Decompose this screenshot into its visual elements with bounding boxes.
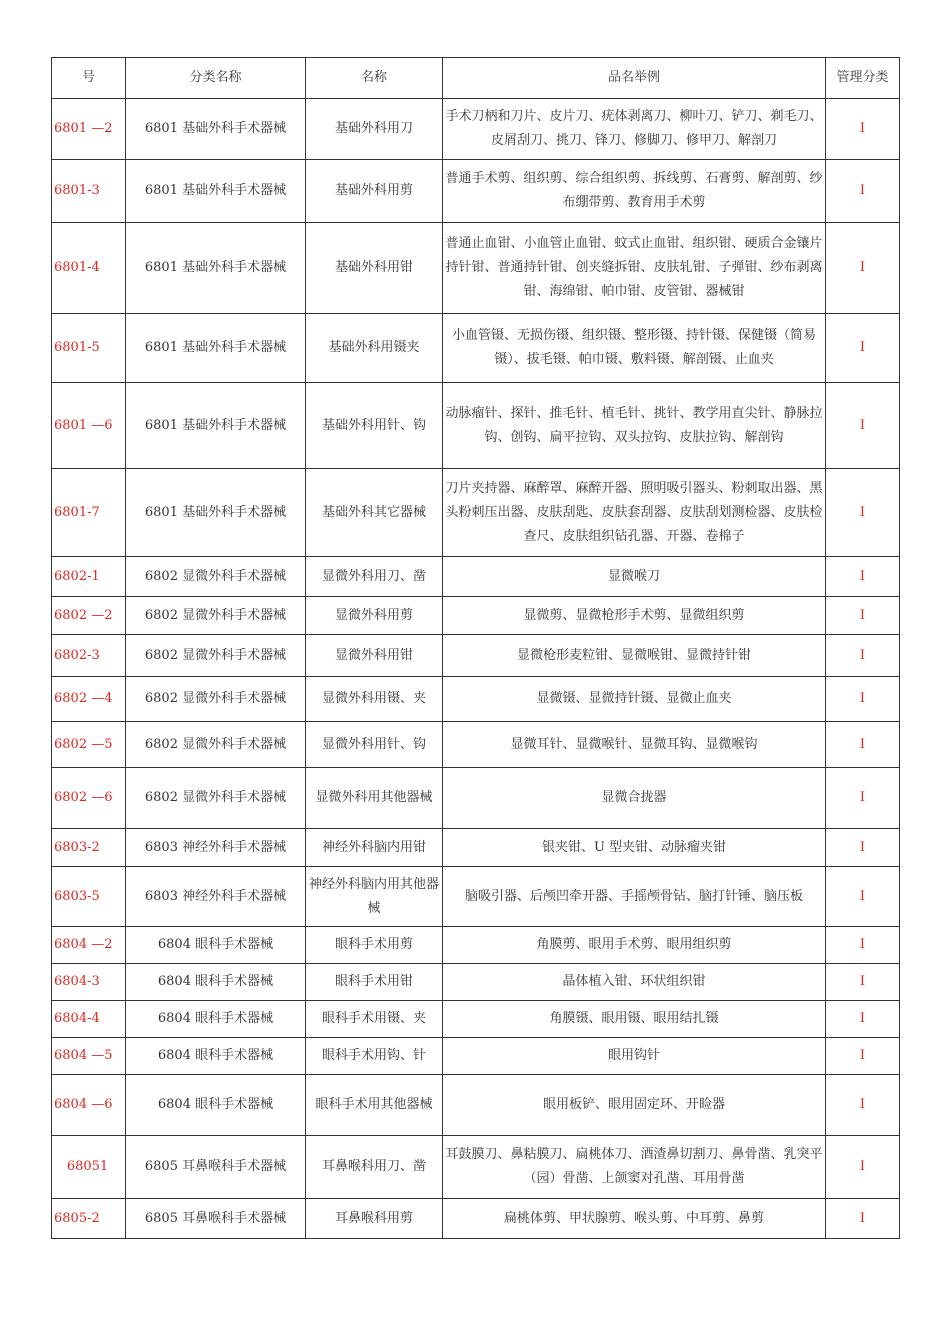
row-name: 基础外科用刀 bbox=[306, 99, 443, 160]
row-category: 6802 显微外科手术器械 bbox=[126, 597, 306, 635]
row-category: 6803 神经外科手术器械 bbox=[126, 829, 306, 867]
table-row bbox=[52, 1136, 900, 1199]
row-management: I bbox=[826, 314, 900, 383]
row-name: 显微外科用剪 bbox=[306, 597, 443, 635]
row-management: I bbox=[826, 1136, 900, 1199]
row-name: 显微外科用镊、夹 bbox=[306, 677, 443, 722]
row-management: I bbox=[826, 829, 900, 867]
row-examples: 手术刀柄和刀片、皮片刀、疣体剥离刀、柳叶刀、铲刀、剃毛刀、皮屑刮刀、挑刀、锋刀、修脚刀、修甲刀、解剖刀 bbox=[443, 99, 826, 160]
table-row bbox=[52, 1001, 900, 1038]
row-category: 6802 显微外科手术器械 bbox=[126, 722, 306, 768]
row-name: 眼科手术用钩、针 bbox=[306, 1038, 443, 1075]
row-examples: 显微耳针、显微喉针、显微耳钩、显微喉钩 bbox=[443, 722, 826, 768]
row-examples: 动脉瘤针、探针、推毛针、植毛针、挑针、教学用直尖针、静脉拉钩、创钩、扁平拉钩、双头拉钩、皮肤拉钩、解剖钩 bbox=[443, 383, 826, 469]
row-category: 6804 眼科手术器械 bbox=[126, 1075, 306, 1136]
row-examples: 晶体植入钳、环状组织钳 bbox=[443, 964, 826, 1001]
row-name: 基础外科用镊夹 bbox=[306, 314, 443, 383]
row-management: I bbox=[826, 677, 900, 722]
row-code: 6804 —6 bbox=[52, 1075, 126, 1136]
row-management: I bbox=[826, 99, 900, 160]
table-row bbox=[52, 635, 900, 677]
table-row bbox=[52, 160, 900, 223]
row-category: 6805 耳鼻喉科手术器械 bbox=[126, 1136, 306, 1199]
row-code: 6801 —2 bbox=[52, 99, 126, 160]
row-name: 基础外科用针、钩 bbox=[306, 383, 443, 469]
table-row bbox=[52, 223, 900, 314]
row-examples: 角膜剪、眼用手术剪、眼用组织剪 bbox=[443, 927, 826, 964]
table-row bbox=[52, 383, 900, 469]
row-name: 显微外科用针、钩 bbox=[306, 722, 443, 768]
row-examples: 眼用板铲、眼用固定环、开睑器 bbox=[443, 1075, 826, 1136]
row-category: 6802 显微外科手术器械 bbox=[126, 635, 306, 677]
row-management: I bbox=[826, 1199, 900, 1239]
row-category: 6805 耳鼻喉科手术器械 bbox=[126, 1199, 306, 1239]
row-name: 神经外科脑内用钳 bbox=[306, 829, 443, 867]
row-management: I bbox=[826, 867, 900, 927]
row-category: 6803 神经外科手术器械 bbox=[126, 867, 306, 927]
row-management: I bbox=[826, 223, 900, 314]
row-name: 眼科手术用其他器械 bbox=[306, 1075, 443, 1136]
header-examples: 品名举例 bbox=[443, 58, 826, 99]
row-name: 显微外科用其他器械 bbox=[306, 768, 443, 829]
row-examples: 普通止血钳、小血管止血钳、蚊式止血钳、组织钳、硬质合金镶片持针钳、普通持针钳、创夹缝拆钳、皮肤轧钳、子弹钳、纱布剥离钳、海绵钳、帕巾钳、皮管钳、器械钳 bbox=[443, 223, 826, 314]
header-management: 管理分类 bbox=[826, 58, 900, 99]
row-code: 6801-4 bbox=[52, 223, 126, 314]
row-code: 6804-3 bbox=[52, 964, 126, 1001]
table-row bbox=[52, 557, 900, 597]
row-code: 6805-2 bbox=[52, 1199, 126, 1239]
row-code: 6801-7 bbox=[52, 469, 126, 557]
row-management: I bbox=[826, 469, 900, 557]
row-code: 6804 —2 bbox=[52, 927, 126, 964]
row-examples: 银夹钳、U 型夹钳、动脉瘤夹钳 bbox=[443, 829, 826, 867]
row-category: 6801 基础外科手术器械 bbox=[126, 223, 306, 314]
row-category: 6802 显微外科手术器械 bbox=[126, 557, 306, 597]
row-examples: 显微镊、显微持针镊、显微止血夹 bbox=[443, 677, 826, 722]
table-row bbox=[52, 597, 900, 635]
row-code: 6802 —6 bbox=[52, 768, 126, 829]
row-management: I bbox=[826, 722, 900, 768]
row-management: I bbox=[826, 768, 900, 829]
row-examples: 眼用钩针 bbox=[443, 1038, 826, 1075]
row-code: 6801-5 bbox=[52, 314, 126, 383]
row-examples: 普通手术剪、组织剪、综合组织剪、拆线剪、石膏剪、解剖剪、纱布绷带剪、教育用手术剪 bbox=[443, 160, 826, 223]
device-catalog-table bbox=[51, 57, 900, 1239]
table-row bbox=[52, 829, 900, 867]
row-management: I bbox=[826, 1038, 900, 1075]
table-row bbox=[52, 722, 900, 768]
table-row bbox=[52, 927, 900, 964]
row-examples: 刀片夹持器、麻醉罩、麻醉开器、照明吸引器头、粉刺取出器、黑头粉刺压出器、皮肤刮匙、皮肤套刮器、皮肤刮划测检器、皮肤检查尺、皮肤组织钻孔器、开器、卷棉子 bbox=[443, 469, 826, 557]
row-code: 68051 bbox=[52, 1136, 126, 1199]
row-management: I bbox=[826, 160, 900, 223]
row-management: I bbox=[826, 927, 900, 964]
row-examples: 显微枪形麦粒钳、显微喉钳、显微持针钳 bbox=[443, 635, 826, 677]
row-management: I bbox=[826, 597, 900, 635]
header-code: 号 bbox=[52, 58, 126, 99]
row-management: I bbox=[826, 964, 900, 1001]
table-row bbox=[52, 99, 900, 160]
row-code: 6801-3 bbox=[52, 160, 126, 223]
row-code: 6803-2 bbox=[52, 829, 126, 867]
table-row bbox=[52, 1075, 900, 1136]
row-category: 6804 眼科手术器械 bbox=[126, 964, 306, 1001]
row-category: 6804 眼科手术器械 bbox=[126, 1001, 306, 1038]
row-name: 眼科手术用钳 bbox=[306, 964, 443, 1001]
header-category: 分类名称 bbox=[126, 58, 306, 99]
row-category: 6801 基础外科手术器械 bbox=[126, 160, 306, 223]
row-examples: 耳鼓膜刀、鼻粘膜刀、扁桃体刀、酒渣鼻切割刀、鼻骨凿、乳突平（园）骨凿、上颌窦对孔凿、耳用骨凿 bbox=[443, 1136, 826, 1199]
table-row bbox=[52, 768, 900, 829]
table-row bbox=[52, 314, 900, 383]
table-row bbox=[52, 1199, 900, 1239]
row-name: 神经外科脑内用其他器械 bbox=[306, 867, 443, 927]
row-examples: 显微剪、显微枪形手术剪、显微组织剪 bbox=[443, 597, 826, 635]
row-examples: 小血管镊、无损伤镊、组织镊、整形镊、持针镊、保健镊（简易镊）、拔毛镊、帕巾镊、敷料镊、解剖镊、止血夹 bbox=[443, 314, 826, 383]
header-row bbox=[52, 58, 900, 99]
row-name: 耳鼻喉科用剪 bbox=[306, 1199, 443, 1239]
row-examples: 扁桃体剪、甲状腺剪、喉头剪、中耳剪、鼻剪 bbox=[443, 1199, 826, 1239]
row-name: 基础外科用剪 bbox=[306, 160, 443, 223]
row-code: 6802-1 bbox=[52, 557, 126, 597]
row-category: 6802 显微外科手术器械 bbox=[126, 768, 306, 829]
row-code: 6804-4 bbox=[52, 1001, 126, 1038]
row-name: 眼科手术用剪 bbox=[306, 927, 443, 964]
row-management: I bbox=[826, 635, 900, 677]
row-code: 6802 —5 bbox=[52, 722, 126, 768]
table-row bbox=[52, 867, 900, 927]
row-name: 眼科手术用镊、夹 bbox=[306, 1001, 443, 1038]
header-name: 名称 bbox=[306, 58, 443, 99]
table-row bbox=[52, 677, 900, 722]
row-management: I bbox=[826, 1075, 900, 1136]
row-management: I bbox=[826, 557, 900, 597]
row-code: 6802 —4 bbox=[52, 677, 126, 722]
row-management: I bbox=[826, 1001, 900, 1038]
row-name: 显微外科用刀、凿 bbox=[306, 557, 443, 597]
row-name: 基础外科其它器械 bbox=[306, 469, 443, 557]
row-examples: 显微喉刀 bbox=[443, 557, 826, 597]
row-code: 6804 —5 bbox=[52, 1038, 126, 1075]
row-category: 6801 基础外科手术器械 bbox=[126, 314, 306, 383]
row-examples: 显微合拢器 bbox=[443, 768, 826, 829]
row-category: 6804 眼科手术器械 bbox=[126, 1038, 306, 1075]
row-code: 6801 —6 bbox=[52, 383, 126, 469]
row-examples: 角膜镊、眼用镊、眼用结扎镊 bbox=[443, 1001, 826, 1038]
row-code: 6802 —2 bbox=[52, 597, 126, 635]
row-category: 6804 眼科手术器械 bbox=[126, 927, 306, 964]
row-name: 基础外科用钳 bbox=[306, 223, 443, 314]
row-code: 6802-3 bbox=[52, 635, 126, 677]
table-row bbox=[52, 469, 900, 557]
row-examples: 脑吸引器、后颅凹牵开器、手摇颅骨钻、脑打针锤、脑压板 bbox=[443, 867, 826, 927]
row-code: 6803-5 bbox=[52, 867, 126, 927]
row-management: I bbox=[826, 383, 900, 469]
table-row bbox=[52, 1038, 900, 1075]
row-name: 显微外科用钳 bbox=[306, 635, 443, 677]
row-category: 6802 显微外科手术器械 bbox=[126, 677, 306, 722]
row-category: 6801 基础外科手术器械 bbox=[126, 469, 306, 557]
table-row bbox=[52, 964, 900, 1001]
row-category: 6801 基础外科手术器械 bbox=[126, 99, 306, 160]
row-name: 耳鼻喉科用刀、凿 bbox=[306, 1136, 443, 1199]
row-category: 6801 基础外科手术器械 bbox=[126, 383, 306, 469]
